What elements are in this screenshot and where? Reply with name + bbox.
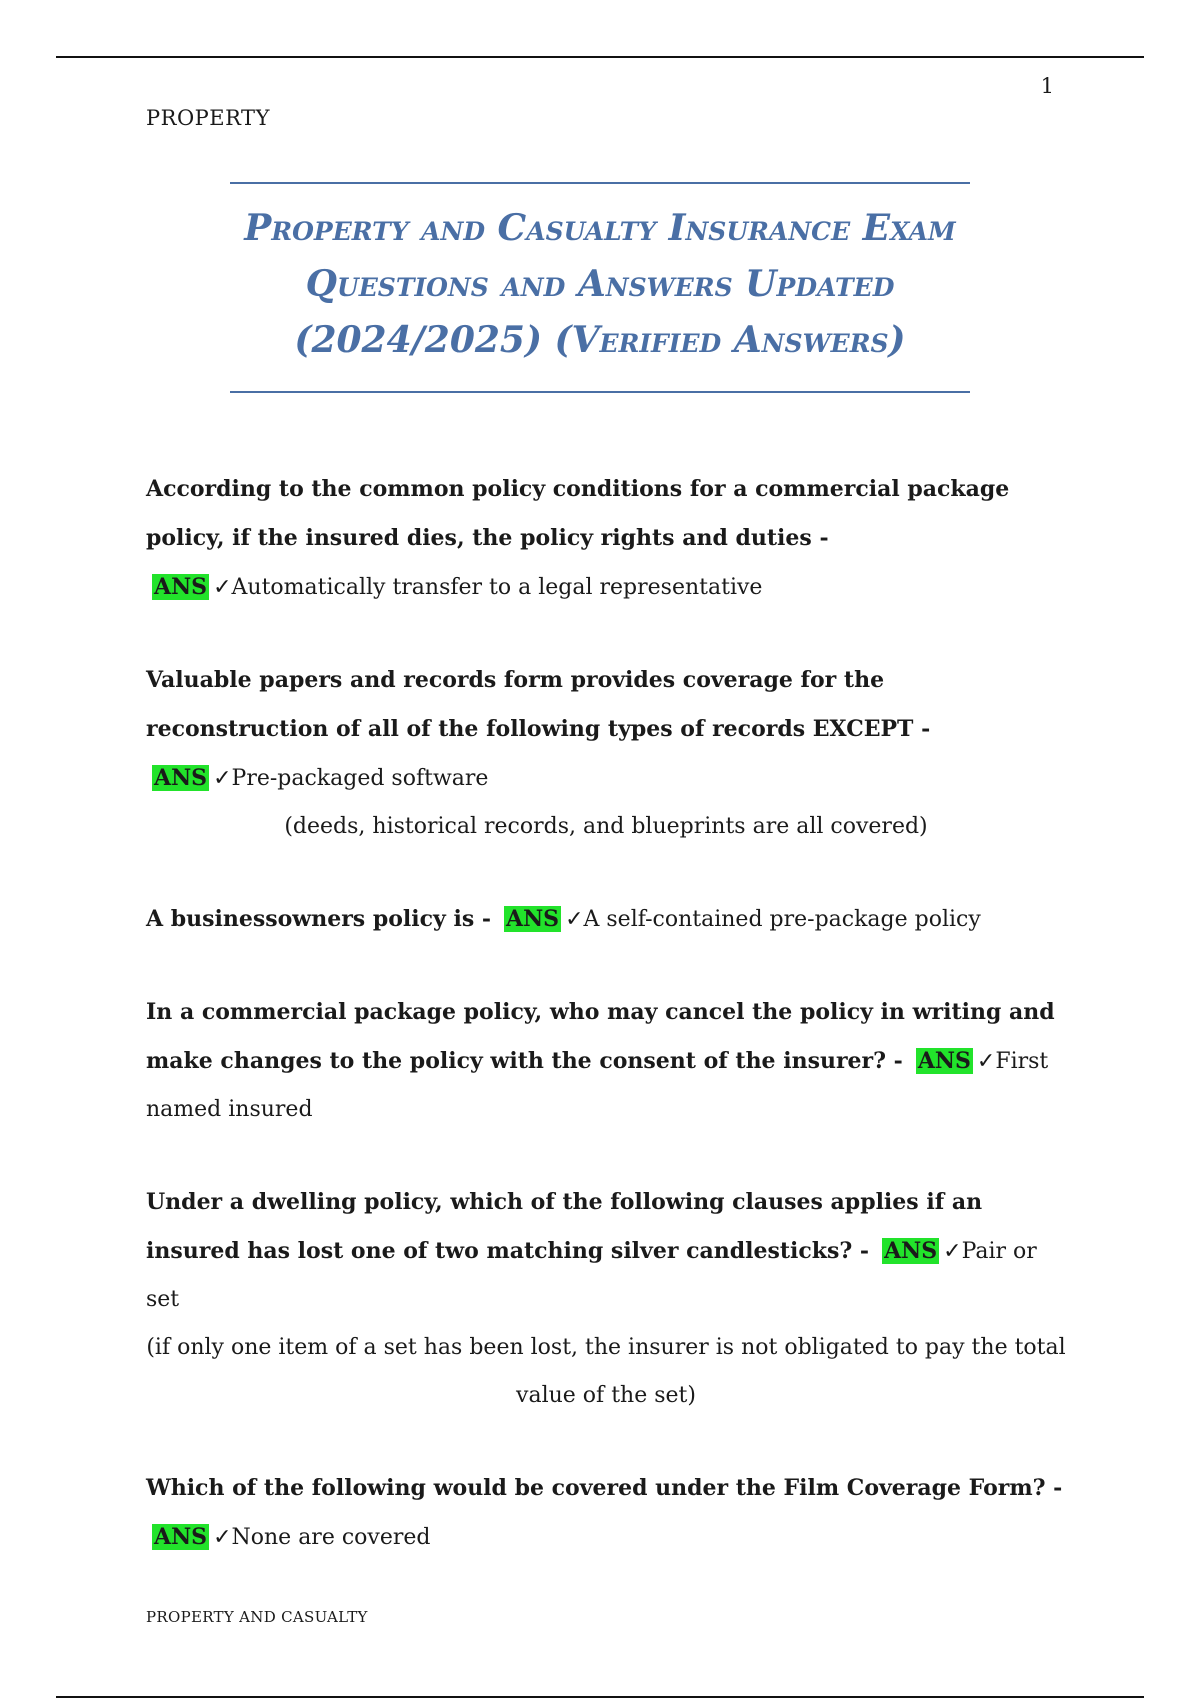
answer-text: First named insured: [146, 1049, 1049, 1122]
qa-item: [146, 988, 1066, 1134]
answer-line: [146, 1525, 430, 1550]
check-mark-icon: ✓: [213, 575, 232, 600]
qa-item: [146, 1464, 1066, 1562]
question-text: Valuable papers and records form provides coverage for the reconstruction of all of the following types of records EXCEPT -: [146, 667, 931, 742]
ans-badge: ANS: [154, 765, 208, 791]
ans-badge: ANS: [154, 574, 208, 600]
ans-badge: ANS: [154, 1524, 208, 1550]
answer-text: A self-contained pre-package policy: [583, 907, 981, 932]
check-mark-icon: ✓: [213, 766, 232, 791]
answer-text: None are covered: [231, 1525, 431, 1550]
ans-badge: ANS: [917, 1048, 971, 1074]
answer-line: [498, 907, 981, 932]
answer-note: (if only one item of a set has been lost, the insurer is not obligated to pay the total value of the set): [146, 1335, 1066, 1408]
answer-text: Pre-packaged software: [231, 766, 489, 791]
title-rule-lower: [230, 391, 970, 393]
answer-text: Pair or set: [146, 1239, 1037, 1312]
check-mark-icon: ✓: [976, 1049, 996, 1074]
question-text: A businessowners policy is -: [146, 906, 491, 932]
check-mark-icon: ✓: [213, 1525, 232, 1550]
qa-item: [146, 656, 1066, 851]
page-number: 1: [1040, 74, 1054, 98]
bottom-rule: [56, 1696, 1144, 1698]
answer-line: [146, 766, 488, 791]
answer-text: Automatically transfer to a legal representative: [231, 575, 763, 600]
footer-label: PROPERTY AND CASUALTY: [146, 1608, 368, 1626]
document-title: Property and Casualty Insurance Exam Questions and Answers Updated (2024/2025) (Verified Answers): [244, 207, 956, 361]
check-mark-icon: ✓: [943, 1239, 962, 1264]
qa-item: [146, 465, 1066, 612]
answer-note: (deeds, historical records, and blueprints are all covered): [284, 814, 928, 839]
qa-item: [146, 1178, 1066, 1420]
top-rule: [56, 56, 1144, 58]
question-text: Under a dwelling policy, which of the following clauses applies if an insured has lost one of two matching silver candlesticks? -: [146, 1189, 983, 1264]
question-text: In a commercial package policy, who may cancel the policy in writing and make changes to the policy with the consent of the insurer? -: [146, 999, 1055, 1074]
header-label: PROPERTY: [146, 106, 270, 130]
title-rule-upper: [230, 182, 970, 184]
question-text: Which of the following would be covered under the Film Coverage Form? -: [146, 1475, 1063, 1501]
ans-badge: ANS: [884, 1238, 938, 1264]
question-text: According to the common policy conditions for a commercial package policy, if the insured dies, the policy rights and duties -: [146, 476, 1010, 551]
answer-line: [146, 575, 762, 600]
qa-list: [146, 465, 1066, 1606]
qa-item: [146, 895, 1066, 944]
ans-badge: ANS: [506, 906, 560, 932]
check-mark-icon: ✓: [565, 907, 584, 932]
